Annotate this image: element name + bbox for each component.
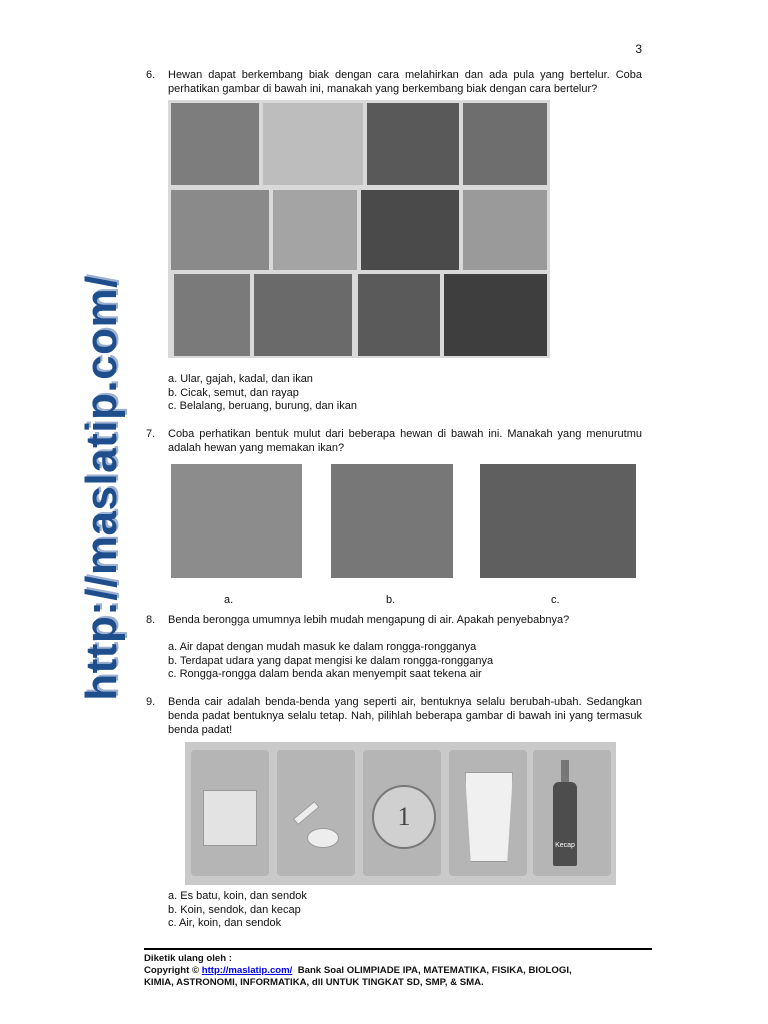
footer-subjects: KIMIA, ASTRONOMI, INFORMATIKA, dll UNTUK TINGKAT SD, SMP, & SMA.: [144, 977, 484, 988]
photo-lions: [171, 190, 269, 270]
photo-eagle: [254, 274, 352, 356]
photo-grasshopper: [463, 103, 547, 185]
question-7-text: Coba perhatikan bentuk mulut dari beberapa hewan di bawah ini. Manakah yang menurutmu adalah hewan yang memakan ikan?: [168, 428, 642, 454]
question-8-option-a[interactable]: a. Air dapat dengan mudah masuk ke dalam rongga-rongganya: [168, 641, 477, 653]
spoon-icon: [307, 828, 339, 848]
question-9-options: [168, 890, 307, 931]
question-6: [146, 68, 642, 96]
question-6-option-c[interactable]: c. Belalang, beruang, burung, dan ikan: [168, 400, 357, 412]
question-8-options: [168, 641, 493, 682]
footer-copyright-line: [144, 965, 654, 977]
card-coin: [363, 750, 441, 876]
question-9-option-a[interactable]: a. Es batu, koin, dan sendok: [168, 890, 307, 902]
question-6-option-a[interactable]: a. Ular, gajah, kadal, dan ikan: [168, 373, 313, 385]
spoon-handle: [293, 801, 320, 825]
figure-label-a[interactable]: a.: [224, 594, 234, 606]
photo-lizard: [367, 103, 459, 185]
question-9-number: 9.: [146, 696, 156, 708]
photo-ants: [463, 190, 547, 270]
photo-parrot: [171, 464, 302, 578]
photo-elephant: [171, 103, 259, 185]
photo-kiwi-bird: [331, 464, 453, 578]
card-spoon: [277, 750, 355, 876]
card-ice-cube: [191, 750, 269, 876]
page-number: 3: [635, 42, 642, 56]
question-9: [146, 695, 642, 737]
question-8: [146, 613, 642, 627]
animal-photo-grid: [168, 100, 550, 358]
photo-polar-bear: [263, 103, 363, 185]
question-6-text: Hewan dapat berkembang biak dengan cara melahirkan dan ada pula yang bertelur. Coba perhatikan gambar di bawah ini, manakah yang berkembang biak dengan cara bertelur?: [168, 69, 642, 95]
figure-label-c[interactable]: c.: [551, 594, 560, 606]
side-watermark[interactable]: [72, 268, 132, 708]
question-6-options: [168, 373, 357, 414]
photo-termites: [358, 274, 440, 356]
figure-label-b[interactable]: b.: [386, 594, 396, 606]
question-7: [146, 427, 642, 455]
photo-butterfly: [174, 274, 250, 356]
photo-fish: [444, 274, 547, 356]
footer: [144, 953, 654, 989]
question-9-option-b[interactable]: b. Koin, sendok, dan kecap: [168, 903, 301, 916]
bottle-icon: [553, 782, 577, 866]
bottle-label: Kecap: [555, 842, 575, 849]
card-soy-sauce-bottle: [533, 750, 611, 876]
glass-icon: [465, 772, 513, 862]
footer-url-link[interactable]: http://maslatip.com/: [201, 965, 293, 976]
question-8-option-b[interactable]: b. Terdapat udara yang dapat mengisi ke dalam rongga-rongganya: [168, 654, 494, 667]
coin-icon: 1: [372, 785, 436, 849]
question-9-text: Benda cair adalah benda-benda yang seperti air, bentuknya selalu berubah-ubah. Sedangkan benda padat bentuknya selalu tetap. Nah, pilihlah beberapa gambar di bawah ini yang termasuk benda padat!: [168, 696, 642, 736]
ice-cube-icon: [203, 790, 257, 846]
question-8-option-c[interactable]: c. Rongga-rongga dalam benda akan menyempit saat tekena air: [168, 668, 482, 680]
matter-photo-strip: [185, 742, 616, 885]
footer-copyright: Copyright ©: [144, 965, 200, 976]
card-glass-of-water: [449, 750, 527, 876]
bottle-cap-icon: [561, 760, 569, 782]
side-watermark-text: http://maslatip.com/: [77, 275, 126, 701]
footer-bank-soal: Bank Soal OLIMPIADE IPA, MATEMATIKA, FISIKA, BIOLOGI,: [297, 965, 572, 976]
footer-divider: [144, 948, 652, 950]
footer-typed-by: Diketik ulang oleh :: [144, 953, 232, 964]
question-9-option-c[interactable]: c. Air, koin, dan sendok: [168, 917, 282, 929]
photo-snake: [361, 190, 459, 270]
photo-gecko: [273, 190, 357, 270]
question-6-option-b[interactable]: b. Cicak, semut, dan rayap: [168, 386, 299, 399]
photo-pelican: [480, 464, 636, 578]
question-6-number: 6.: [146, 69, 156, 81]
question-8-number: 8.: [146, 614, 156, 626]
question-7-number: 7.: [146, 428, 156, 440]
question-8-text: Benda berongga umumnya lebih mudah mengapung di air. Apakah penyebabnya?: [168, 614, 570, 626]
